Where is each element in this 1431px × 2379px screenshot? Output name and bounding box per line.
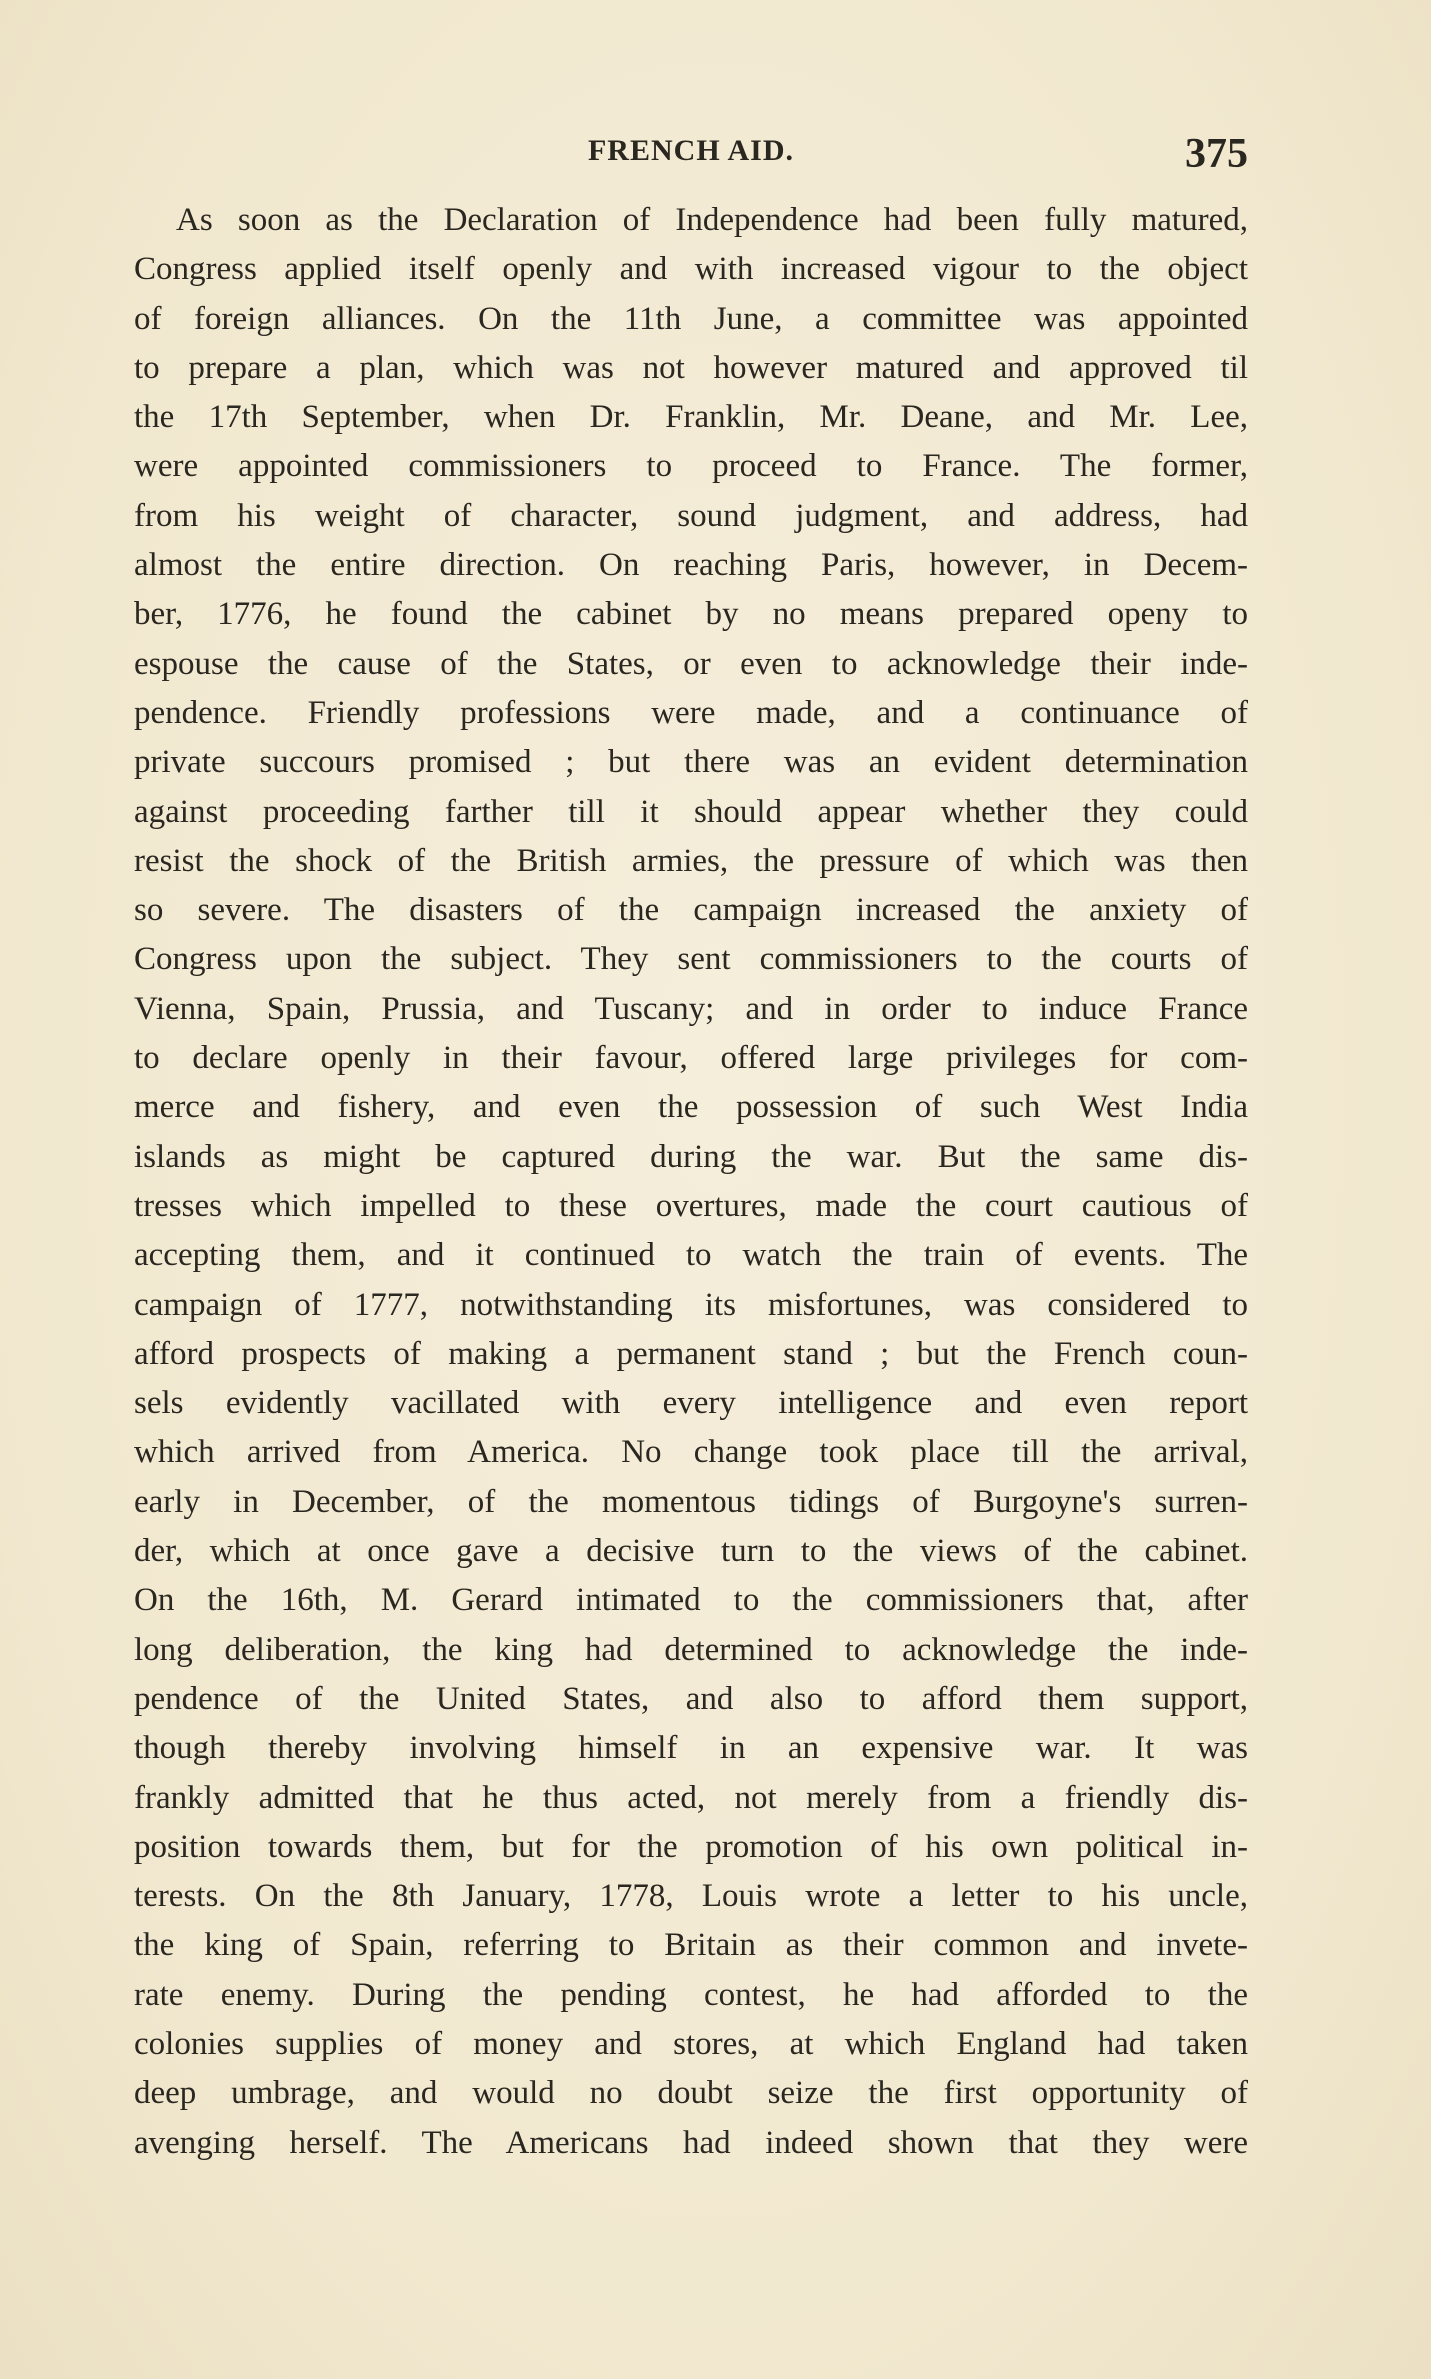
text-line: the 17th September, when Dr. Franklin, Mr. Deane, and Mr. Lee, [134,399,1248,436]
text-line: pendence of the United States, and also to afford them support, [134,1680,1248,1717]
page-number: 375 [1185,131,1248,177]
text-line: resist the shock of the British armies, the pressure of which was then [134,842,1248,879]
text-line: terests. On the 8th January, 1778, Louis wrote a letter to his uncle, [134,1878,1248,1915]
text-line: to prepare a plan, which was not however matured and approved til [134,349,1248,386]
text-line: accepting them, and it continued to watch the train of events. The [134,1237,1248,1274]
text-line: avenging herself. The Americans had indeed shown that they were [134,2124,1248,2161]
text-line: colonies supplies of money and stores, at which England had taken [134,2025,1248,2062]
running-head: FRENCH AID. [587,134,794,167]
text-line: As soon as the Declaration of Independence had been fully matured, [176,202,1248,238]
text-line: deep umbrage, and would no doubt seize the first opportunity of [134,2075,1248,2112]
text-line: were appointed commissioners to proceed to France. The former, [134,448,1248,485]
text-line: though thereby involving himself in an expensive war. It was [134,1730,1248,1767]
text-line: which arrived from America. No change took place till the arrival, [134,1434,1248,1471]
body-paragraph [134,196,1248,2168]
text-line: almost the entire direction. On reaching Paris, however, in Decem- [134,547,1248,584]
text-line: der, which at once gave a decisive turn to the views of the cabinet. [134,1533,1248,1570]
text-line: the king of Spain, referring to Britain as their common and invete- [134,1927,1248,1964]
text-line: from his weight of character, sound judgment, and address, had [134,497,1248,534]
text-line: campaign of 1777, notwithstanding its misfortunes, was considered to [134,1286,1248,1323]
text-line: long deliberation, the king had determined to acknowledge the inde- [134,1631,1248,1668]
text-line: sels evidently vacillated with every intelligence and even report [134,1385,1248,1422]
text-line: tresses which impelled to these overtures, made the court cautious of [134,1187,1248,1224]
text-line: espouse the cause of the States, or even to acknowledge their inde- [134,645,1248,682]
text-line: frankly admitted that he thus acted, not merely from a friendly dis- [134,1779,1248,1816]
text-line: pendence. Friendly professions were made, and a continuance of [134,694,1248,731]
text-line: merce and fishery, and even the possession of such West India [134,1089,1248,1126]
text-line: private succours promised ; but there was an evident determination [134,744,1248,781]
text-line: position towards them, but for the promotion of his own political in- [134,1828,1248,1865]
text-line: against proceeding farther till it should appear whether they could [134,793,1248,830]
text-line: islands as might be captured during the war. But the same dis- [134,1138,1248,1175]
text-line: to declare openly in their favour, offered large privileges for com- [134,1040,1248,1077]
text-line: so severe. The disasters of the campaign increased the anxiety of [134,892,1248,929]
text-line: Vienna, Spain, Prussia, and Tuscany; and in order to induce France [134,990,1248,1027]
text-line: early in December, of the momentous tidings of Burgoyne's surren- [134,1483,1248,1520]
text-line: ber, 1776, he found the cabinet by no means prepared openy to [134,596,1248,633]
text-line: of foreign alliances. On the 11th June, a committee was appointed [134,300,1248,337]
text-line: Congress upon the subject. They sent commissioners to the courts of [134,941,1248,978]
text-line: afford prospects of making a permanent stand ; but the French coun- [134,1335,1248,1372]
text-line: On the 16th, M. Gerard intimated to the commissioners that, after [134,1582,1248,1619]
text-line: Congress applied itself openly and with increased vigour to the object [134,251,1248,288]
page-header [134,130,1248,180]
text-line: rate enemy. During the pending contest, he had afforded to the [134,1976,1248,2013]
